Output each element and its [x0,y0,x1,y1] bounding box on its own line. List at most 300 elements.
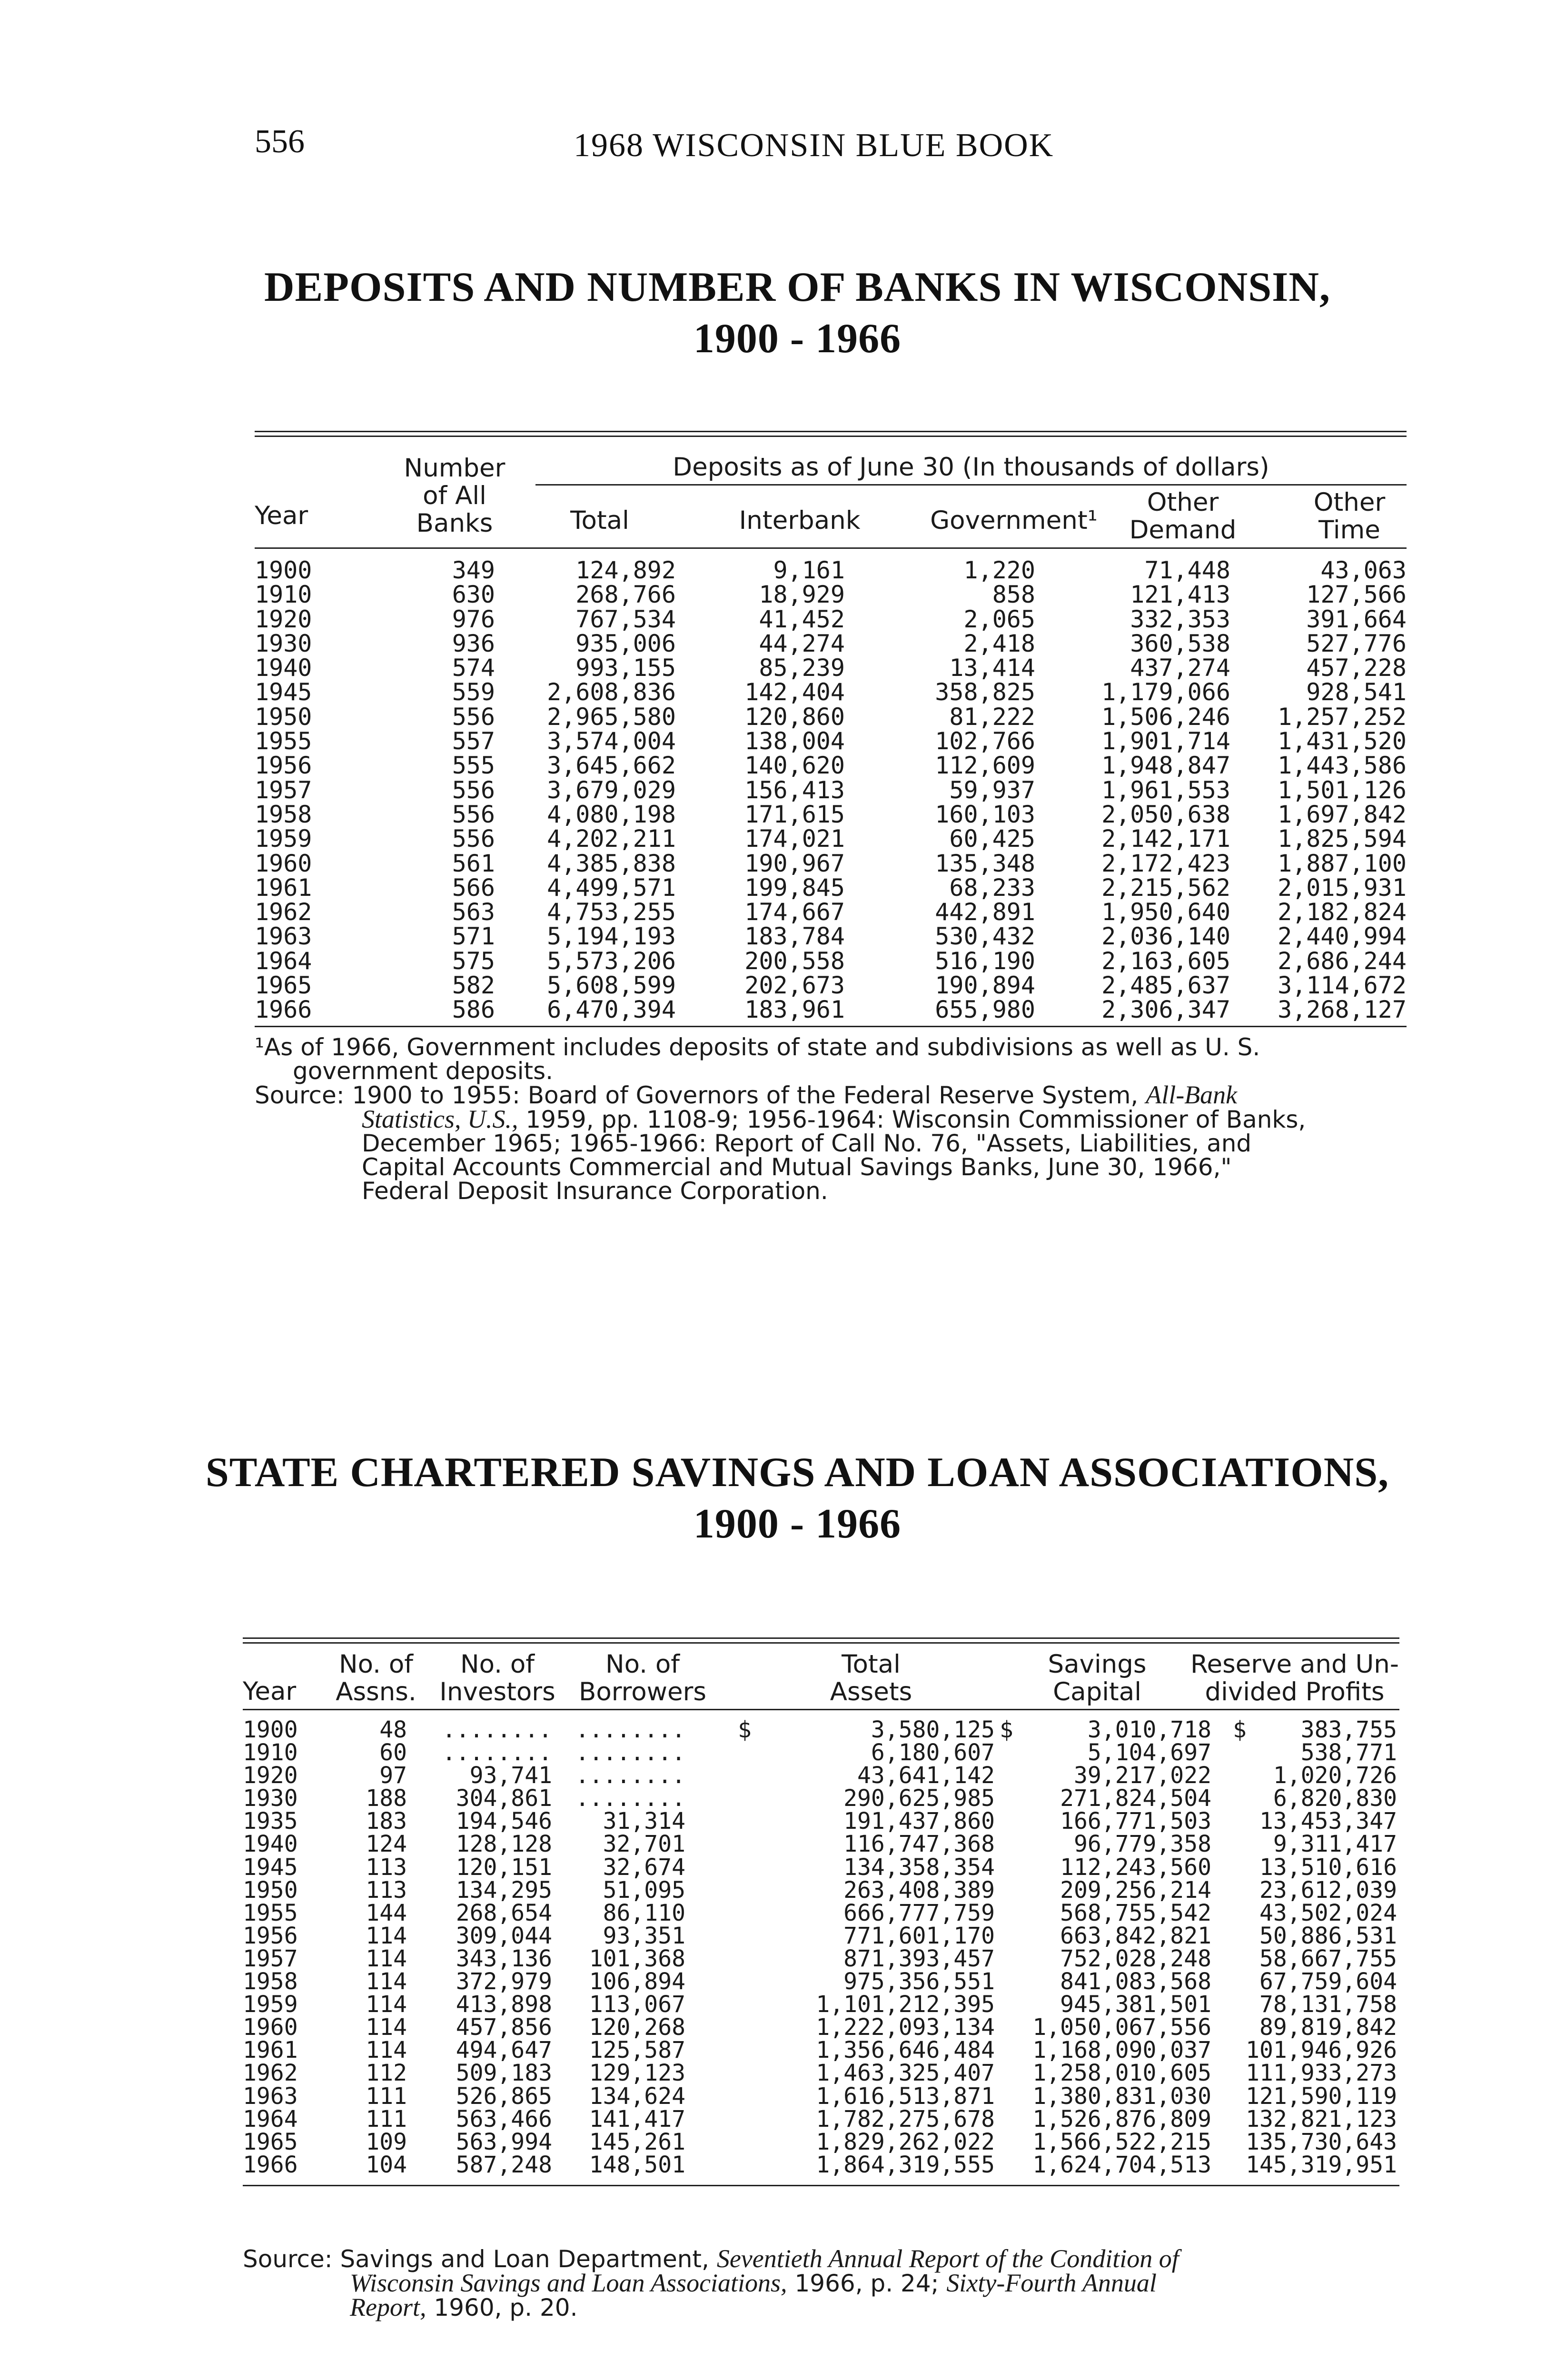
table-cell: 752,028,248 [1060,1945,1211,1972]
table-cell: 58,667,755 [1259,1945,1397,1972]
savings-title-line2: 1900 - 1966 [693,1501,902,1547]
table-cell: 166,771,503 [1060,1808,1211,1835]
table-cell: 263,408,389 [843,1876,995,1904]
table-cell: 271,824,504 [1060,1785,1211,1812]
table-cell: 125,587 [589,2037,685,2064]
table-cell: 13,414 [949,654,1035,682]
table-cell: 5,608,599 [547,972,676,1000]
table-cell: 1958 [243,1968,298,1995]
table-cell: 1,566,522,215 [1032,2128,1211,2155]
table-cell: 1,961,553 [1101,776,1230,804]
table-cell: 1,220 [963,556,1035,584]
table-cell: 557 [452,727,495,755]
table-cell: 1900 [243,1716,298,1743]
table-cell: 199,845 [744,873,845,902]
table-cell: 945,381,501 [1060,1991,1211,2018]
table-cell: 134,358,354 [843,1854,995,1881]
table-cell: 102,766 [935,727,1035,755]
table-cell: 1950 [243,1876,298,1904]
table-row [255,558,1407,583]
table-cell: 526,865 [456,2082,552,2110]
table-cell: 1962 [255,898,312,926]
table-cell: 2,485,637 [1101,972,1230,1000]
table-cell: 89,819,842 [1259,2014,1397,2041]
table-cell: 81,222 [949,703,1035,731]
table-cell: 124,892 [575,556,676,584]
col-other-time-header: Other Time [1313,488,1386,545]
col-assns-header: No. of Assns. [336,1650,416,1706]
table-cell: 112 [366,2060,407,2087]
table-cell: 1,431,520 [1278,727,1407,755]
table-cell: 1940 [255,654,312,682]
table-cell: 1956 [243,1922,298,1949]
table-cell: 1963 [255,922,312,951]
table-cell: 93,351 [603,1922,685,1949]
table-cell: 120,268 [589,2014,685,2041]
table-cell: 1956 [255,752,312,780]
table-cell: 871,393,457 [843,1945,995,1972]
table-cell: 142,404 [744,678,845,706]
table-cell: 304,861 [456,1785,552,1812]
table-row [255,827,1407,851]
table-cell: 2,142,171 [1101,825,1230,853]
table-cell: 1961 [243,2037,298,2064]
savings-notes: Source: Savings and Loan Department, Seventieth Annual Report of the Condition of Wisconsin Savings and Loan Associations, 1966, p. 24; Sixty-Fourth Annual Report, 1960, p. 20. [243,2247,1399,2320]
table-row [255,873,1407,902]
table-cell: 457,856 [456,2014,552,2041]
table-cell: 48 [379,1716,407,1743]
table-cell: 18,929 [759,581,845,609]
table-row [243,2039,1399,2062]
table-row [255,849,1407,877]
table-cell: 2,163,605 [1101,947,1230,975]
table-row [243,2060,1399,2087]
table-cell: 121,590,119 [1246,2082,1397,2110]
table-cell: 60,425 [949,825,1035,853]
col-government-header: Government¹ [930,506,1098,535]
table-cell: 1957 [243,1945,298,1972]
table-cell: 309,044 [456,1922,552,1949]
col-reserve-header: Reserve and Un- divided Profits [1190,1650,1399,1706]
table-cell: 1964 [255,947,312,975]
table-cell: 3,574,004 [547,727,676,755]
table-cell: 1,020,726 [1273,1762,1397,1789]
table-cell: 1,864,319,555 [816,2151,995,2178]
table-cell: 993,155 [575,654,676,682]
table-cell: 1,697,842 [1278,800,1407,828]
table-cell: 43,063 [1320,556,1407,584]
table-cell: 23,612,039 [1259,1876,1397,1904]
table-row [255,656,1407,680]
table-cell: 50,886,531 [1259,1922,1397,1949]
table-cell: 86,110 [603,1899,685,1926]
table-cell: 112,609 [935,752,1035,780]
table-cell: 1966 [255,996,312,1024]
table-cell: 2,015,931 [1278,873,1407,902]
table-cell: 67,759,604 [1259,1968,1397,1995]
table-cell: 160,103 [935,800,1035,828]
table-cell: 97 [379,1762,407,1789]
table-cell: $ [1000,1716,1013,1743]
table-cell: 111,933,273 [1246,2060,1397,2087]
table-cell: 114 [366,1945,407,1972]
table-cell: 32,701 [603,1831,685,1858]
table-cell: ........ [442,1739,552,1766]
table-cell: 145,261 [589,2128,685,2155]
table-cell: ........ [575,1762,685,1789]
col-total-header: Total [570,506,629,535]
table-cell: 1950 [255,703,312,731]
table-cell: 1,168,090,037 [1032,2037,1211,2064]
table-row [243,2128,1399,2155]
table-cell: 4,080,198 [547,800,676,828]
table-row [243,1831,1399,1858]
table-row [243,1787,1399,1810]
table-cell: 1,948,847 [1101,752,1230,780]
table-cell: 509,183 [456,2060,552,2087]
table-cell: 43,502,024 [1259,1899,1397,1926]
table-cell: 5,573,206 [547,947,676,975]
savings-title-line1: STATE CHARTERED SAVINGS AND LOAN ASSOCIATIONS, [205,1449,1389,1496]
table-cell: 194,546 [456,1808,552,1835]
table-cell: 630 [452,581,495,609]
deposits-title-line2: 1900 - 1966 [693,316,902,362]
table-cell: 39,217,022 [1074,1762,1211,1789]
table-cell: 3,679,029 [547,776,676,804]
table-row [243,1764,1399,1787]
table-cell: 135,348 [935,849,1035,877]
table-cell: 568,755,542 [1060,1899,1211,1926]
table-cell: 6,180,607 [871,1739,995,1766]
table-row [255,607,1407,632]
table-cell: 59,937 [949,776,1035,804]
table-cell: 2,050,638 [1101,800,1230,828]
table-cell: 268,654 [456,1899,552,1926]
table-cell: 1,526,876,809 [1032,2105,1211,2132]
table-cell: 144 [366,1899,407,1926]
col-investors-header: No. of Investors [439,1650,555,1706]
table-cell: 93,741 [469,1762,552,1789]
table-cell: 200,558 [744,947,845,975]
table-cell: 5,104,697 [1087,1739,1211,1766]
table-cell: 183,784 [744,922,845,951]
deposits-footnote: ¹As of 1966, Government includes deposits of state and subdivisions as well as U. S. [255,1033,1260,1061]
table-cell: 2,036,140 [1101,922,1230,951]
table-cell: 2,182,824 [1278,898,1407,926]
table-cell: 1920 [243,1762,298,1789]
table-cell: 1,179,066 [1101,678,1230,706]
table-cell: 1,829,262,022 [816,2128,995,2155]
table-cell: 586 [452,996,495,1024]
table-cell: 190,894 [935,972,1035,1000]
table-row [255,705,1407,729]
table-cell: 2,172,423 [1101,849,1230,877]
table-cell: 1,901,714 [1101,727,1230,755]
table-cell: 111 [366,2105,407,2132]
table-cell: 4,385,838 [547,849,676,877]
col-assets-header: Total Assets [830,1650,912,1706]
table-cell: 268,766 [575,581,676,609]
table-cell: 6,470,394 [547,996,676,1024]
table-cell: 575 [452,947,495,975]
table-row [243,1899,1399,1926]
savings-source: Source: Savings and Loan Department, Seventieth Annual Report of the Condition of [243,2244,1179,2273]
table-cell: ........ [575,1785,685,1812]
table-cell: 1957 [255,776,312,804]
table-cell: 1965 [255,972,312,1000]
table-cell: 1,101,212,395 [816,1991,995,2018]
table-row [255,754,1407,778]
table-cell: 530,432 [935,922,1035,951]
table-cell: 190,967 [744,849,845,877]
table-cell: 3,268,127 [1278,996,1407,1024]
table-row [255,924,1407,949]
table-cell: 349 [452,556,495,584]
table-cell: 132,821,123 [1246,2105,1397,2132]
table-cell: 3,010,718 [1087,1716,1211,1743]
table-cell: 442,891 [935,898,1035,926]
table-cell: 6,820,830 [1273,1785,1397,1812]
table-cell: 121,413 [1130,581,1230,609]
table-cell: 68,233 [949,873,1035,902]
table-cell: 1964 [243,2105,298,2132]
table-cell: 2,440,994 [1278,922,1407,951]
table-cell: 174,021 [744,825,845,853]
table-cell: 1955 [255,727,312,755]
table-cell: 1,463,325,407 [816,2060,995,2087]
table-cell: 60 [379,1739,407,1766]
table-cell: 128,128 [456,1831,552,1858]
table-cell: 174,667 [744,898,845,926]
table-row [255,778,1407,803]
table-cell: 9,161 [773,556,845,584]
col-year-header: Year [243,1677,297,1706]
table-cell: 129,123 [589,2060,685,2087]
table-row [255,800,1407,828]
table-cell: 101,946,926 [1246,2037,1397,2064]
table-cell: 2,215,562 [1101,873,1230,902]
table-cell: 96,779,358 [1074,1831,1211,1858]
table-cell: 527,776 [1306,629,1407,657]
table-cell: 494,647 [456,2037,552,2064]
savings-title [190,1447,1404,1550]
table-cell: 1,506,246 [1101,703,1230,731]
table-cell: 767,534 [575,605,676,633]
table-cell: 841,083,568 [1060,1968,1211,1995]
table-cell: 936 [452,629,495,657]
table-row [243,1741,1399,1764]
table-cell: 566 [452,873,495,902]
col-interbank-header: Interbank [739,506,861,535]
table-cell: 183 [366,1808,407,1835]
table-cell: 1910 [243,1739,298,1766]
table-cell: 114 [366,1968,407,1995]
table-cell: 2,608,836 [547,678,676,706]
deposits-source: Source: 1900 to 1955: Board of Governors of the Federal Reserve System, All-Bank [255,1081,1238,1109]
col-banks-header: Number of All Banks [404,454,505,538]
table-cell: 140,620 [744,752,845,780]
table-row [243,1876,1399,1904]
table-cell: 1965 [243,2128,298,2155]
table-cell: 556 [452,776,495,804]
table-cell: 1,257,252 [1278,703,1407,731]
table-cell: 1960 [243,2014,298,2041]
table-cell: 141,417 [589,2105,685,2132]
table-cell: 290,625,985 [843,1785,995,1812]
table-row [255,998,1407,1022]
table-cell: 1945 [255,678,312,706]
table-cell: 976 [452,605,495,633]
table-cell: 114 [366,1922,407,1949]
table-cell: 3,114,672 [1278,972,1407,1000]
table-cell: 13,453,347 [1259,1808,1397,1835]
table-cell: $ [738,1716,752,1743]
deposits-title [190,262,1404,365]
table-cell: 2,418 [963,629,1035,657]
table-cell: 360,538 [1130,629,1230,657]
table-cell: 556 [452,825,495,853]
table-cell: 1,258,010,605 [1032,2060,1211,2087]
table-cell: 655,980 [935,996,1035,1024]
table-cell: 1966 [243,2151,298,2178]
table-cell: 112,243,560 [1060,1854,1211,1881]
table-cell: 1962 [243,2060,298,2087]
table-cell: 563,466 [456,2105,552,2132]
table-cell: 114 [366,2037,407,2064]
table-cell: 556 [452,703,495,731]
table-row [255,900,1407,924]
table-row [243,1924,1399,1947]
table-cell: 559 [452,678,495,706]
col-borrowers-header: No. of Borrowers [578,1650,707,1706]
table-cell: 975,356,551 [843,1968,995,1995]
table-cell: 561 [452,849,495,877]
table-cell: 148,501 [589,2151,685,2178]
table-cell: 31,314 [603,1808,685,1835]
table-cell: 1,950,640 [1101,898,1230,926]
table-cell: ........ [575,1739,685,1766]
table-cell: 1,887,100 [1278,849,1407,877]
page-header [255,123,1150,170]
table-cell: 555 [452,752,495,780]
col-capital-header: Savings Capital [1048,1650,1147,1706]
table-cell: 1930 [243,1785,298,1812]
table-cell: 124 [366,1831,407,1858]
table-cell: 556 [452,800,495,828]
table-cell: 2,306,347 [1101,996,1230,1024]
table-cell: 120,151 [456,1854,552,1881]
table-cell: 1,624,704,513 [1032,2151,1211,2178]
col-other-demand-header: Other Demand [1129,488,1237,545]
table-cell: 1910 [255,581,312,609]
table-row [255,973,1407,998]
col-year-header: Year [255,501,308,530]
table-row [255,949,1407,973]
table-row [255,729,1407,754]
table-cell: 71,448 [1144,556,1230,584]
table-cell: 113 [366,1854,407,1881]
table-cell: 44,274 [759,629,845,657]
table-cell: 457,228 [1306,654,1407,682]
table-cell: 78,131,758 [1259,1991,1397,2018]
table-cell: 13,510,616 [1259,1854,1397,1881]
table-cell: 1,501,126 [1278,776,1407,804]
table-cell: 41,452 [759,605,845,633]
table-cell: 516,190 [935,947,1035,975]
table-row [243,1718,1399,1741]
table-cell: 145,319,951 [1246,2151,1397,2178]
table-cell: 928,541 [1306,678,1407,706]
deposits-notes: ¹As of 1966, Government includes deposits of state and subdivisions as well as U. S. government deposits. Source: 1900 to 1955: Board of Governors of the Federal Reserve System, All-Bank Statistics, U.S., 1959, pp. 1108-9; 1956-1964: Wisconsin Commissioner of Banks, December 1965; 1965-1966: Report of Call No. 76, "Assets, Liabilities, and Capital Accounts Commercial and Mutual Savings Banks, June 30, 1966," Federal Deposit Insurance Corporation. [255,1035,1407,1203]
table-cell: 4,499,571 [547,873,676,902]
table-row [255,583,1407,607]
table-row [243,1947,1399,1970]
table-cell: $ [1233,1716,1247,1743]
table-cell: 4,202,211 [547,825,676,853]
table-cell: 1940 [243,1831,298,1858]
table-row [243,1970,1399,1993]
table-cell: 5,194,193 [547,922,676,951]
table-cell: 663,842,821 [1060,1922,1211,1949]
table-cell: 188 [366,1785,407,1812]
deposits-title-line1: DEPOSITS AND NUMBER OF BANKS IN WISCONSIN, [264,264,1330,310]
table-cell: 209,256,214 [1060,1876,1211,1904]
table-cell: 1945 [243,1854,298,1881]
table-cell: 113 [366,1876,407,1904]
table-cell: 372,979 [456,1968,552,1995]
table-cell: 104 [366,2151,407,2178]
table-cell: 571 [452,922,495,951]
table-cell: 51,095 [603,1876,685,1904]
table-cell: 563 [452,898,495,926]
table-cell: 109 [366,2128,407,2155]
table-cell: 1,380,831,030 [1032,2082,1211,2110]
table-cell: ........ [575,1716,685,1743]
table-cell: 563,994 [456,2128,552,2155]
table-cell: 2,065 [963,605,1035,633]
table-cell: 134,624 [589,2082,685,2110]
table-cell: 134,295 [456,1876,552,1904]
table-cell: 858 [992,581,1035,609]
table-row [243,1993,1399,2016]
table-cell: 935,006 [575,629,676,657]
table-cell: 85,239 [759,654,845,682]
table-cell: 1,782,275,678 [816,2105,995,2132]
table-cell: 120,860 [744,703,845,731]
table-cell: 1,616,513,871 [816,2082,995,2110]
savings-rows [243,1718,1399,2176]
table-cell: 2,686,244 [1278,947,1407,975]
book-title: 1968 WISCONSIN BLUE BOOK [574,127,1054,164]
table-row [243,2153,1399,2176]
table-cell: 1,356,646,484 [816,2037,995,2064]
table-cell: 1961 [255,873,312,902]
table-row [255,629,1407,657]
table-cell: 138,004 [744,727,845,755]
table-cell: ........ [442,1716,552,1743]
table-cell: 332,353 [1130,605,1230,633]
table-cell: 127,566 [1306,581,1407,609]
table-cell: 43,641,142 [857,1762,995,1789]
table-cell: 413,898 [456,1991,552,2018]
page-number: 556 [255,123,305,160]
table-cell: 587,248 [456,2151,552,2178]
table-cell: 191,437,860 [843,1808,995,1835]
table-cell: 4,753,255 [547,898,676,926]
deposits-span-header: Deposits as of June 30 (In thousands of dollars) [673,453,1269,482]
table-row [243,2016,1399,2039]
table-cell: 101,368 [589,1945,685,1972]
